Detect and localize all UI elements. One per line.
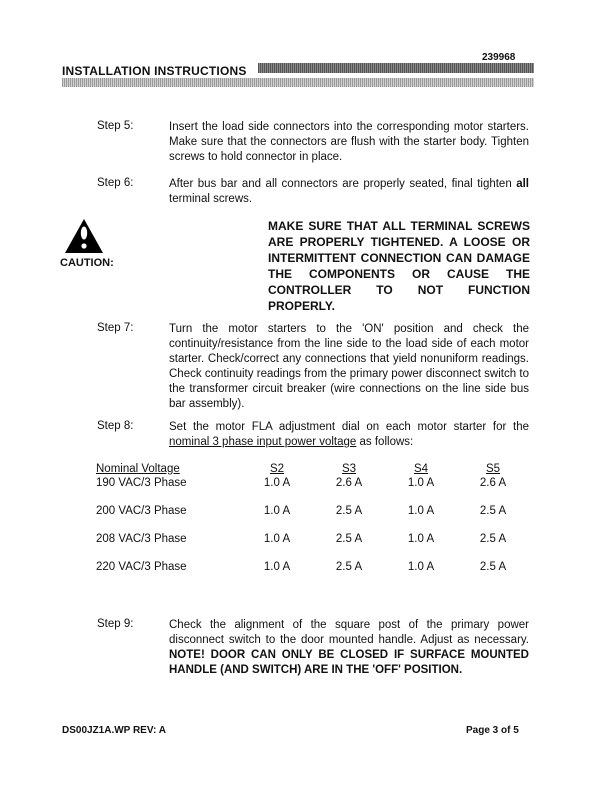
table-header-cell: S4 — [413, 463, 429, 475]
step-6-text: After bus bar and all connectors are properly seated, final tighten all terminal screws. — [169, 178, 529, 205]
step-8-label: Step 8: — [97, 420, 134, 432]
document-number: 239968 — [482, 52, 516, 63]
step-7-text: Turn the motor starters to the 'ON' position and check the continuity/resistance from the line side to the load side of each motor starter. Check/correct any connections that yield nonuniform readings. Check continuity readings from the primary power disconnect switch to the transformer circuit breaker (wire connections on the line side bus bar assembly). — [169, 323, 529, 410]
table-cell: 220 VAC/3 Phase — [96, 561, 187, 573]
table-cell: 1.0 A — [263, 477, 291, 489]
table-cell: 2.5 A — [335, 533, 363, 545]
warning-triangle-icon — [64, 218, 104, 254]
step-9-note: NOTE! DOOR CAN ONLY BE CLOSED IF SURFACE MOUNTED HANDLE (AND SWITCH) ARE IN THE 'OFF' POSITION. — [169, 649, 529, 676]
footer-page-number: Page 3 of 5 — [466, 725, 519, 736]
table-cell: 1.0 A — [263, 561, 291, 573]
footer-document-revision: DS00JZ1A.WP REV: A — [62, 725, 166, 736]
table-cell: 1.0 A — [407, 561, 435, 573]
table-cell: 2.5 A — [335, 505, 363, 517]
table-row — [96, 560, 529, 574]
table-cell: 2.5 A — [479, 505, 507, 517]
table-cell: 2.6 A — [479, 477, 507, 489]
table-cell: 208 VAC/3 Phase — [96, 533, 187, 545]
table-cell: 190 VAC/3 Phase — [96, 477, 187, 489]
table-cell: 2.6 A — [335, 477, 363, 489]
step-5-text: Insert the load side connectors into the corresponding motor starters. Make sure that the connectors are flush with the starter body. Tighten screws to hold connector in place. — [169, 121, 529, 163]
table-row — [96, 504, 529, 518]
table-header-cell: S2 — [269, 463, 285, 475]
table-row — [96, 532, 529, 546]
step-8-text: Set the motor FLA adjustment dial on each motor starter for the nominal 3 phase input power voltage as follows: — [169, 421, 529, 448]
table-header-row — [96, 462, 529, 476]
table-cell: 2.5 A — [479, 561, 507, 573]
step-6-label: Step 6: — [97, 177, 134, 189]
table-header-cell: S5 — [485, 463, 501, 475]
page-title: INSTALLATION INSTRUCTIONS — [62, 64, 247, 78]
table-cell: 1.0 A — [407, 477, 435, 489]
table-row — [96, 476, 529, 490]
table-cell: 1.0 A — [263, 533, 291, 545]
step-9-text: Check the alignment of the square post of the primary power disconnect switch to the door mounted handle. Adjust as necessary. NOTE! DOOR CAN ONLY BE CLOSED IF SURFACE MOUNTED HANDLE (AND SWITCH) ARE IN THE 'OFF' POSITION. — [169, 619, 529, 676]
table-cell: 2.5 A — [335, 561, 363, 573]
caution-label: CAUTION: — [60, 257, 114, 269]
table-header-cell: Nominal Voltage — [96, 463, 180, 475]
table-header-cell: S3 — [341, 463, 357, 475]
step-7-label: Step 7: — [97, 322, 134, 334]
table-cell: 2.5 A — [479, 533, 507, 545]
header-rule-dark — [258, 63, 534, 73]
caution-text: MAKE SURE THAT ALL TERMINAL SCREWS ARE PROPERLY TIGHTENED. A LOOSE OR INTERMITTENT CONNECTION CAN DAMAGE THE COMPONENTS OR CAUSE THE CONTROLLER TO NOT FUNCTION PROPERLY. — [268, 219, 530, 313]
voltage-settings-table — [96, 462, 529, 574]
table-cell: 1.0 A — [407, 505, 435, 517]
header-rule-light — [62, 78, 534, 87]
step-5-label: Step 5: — [97, 120, 134, 132]
table-cell: 200 VAC/3 Phase — [96, 505, 187, 517]
table-cell: 1.0 A — [263, 505, 291, 517]
step-9-label: Step 9: — [97, 618, 134, 630]
table-cell: 1.0 A — [407, 533, 435, 545]
